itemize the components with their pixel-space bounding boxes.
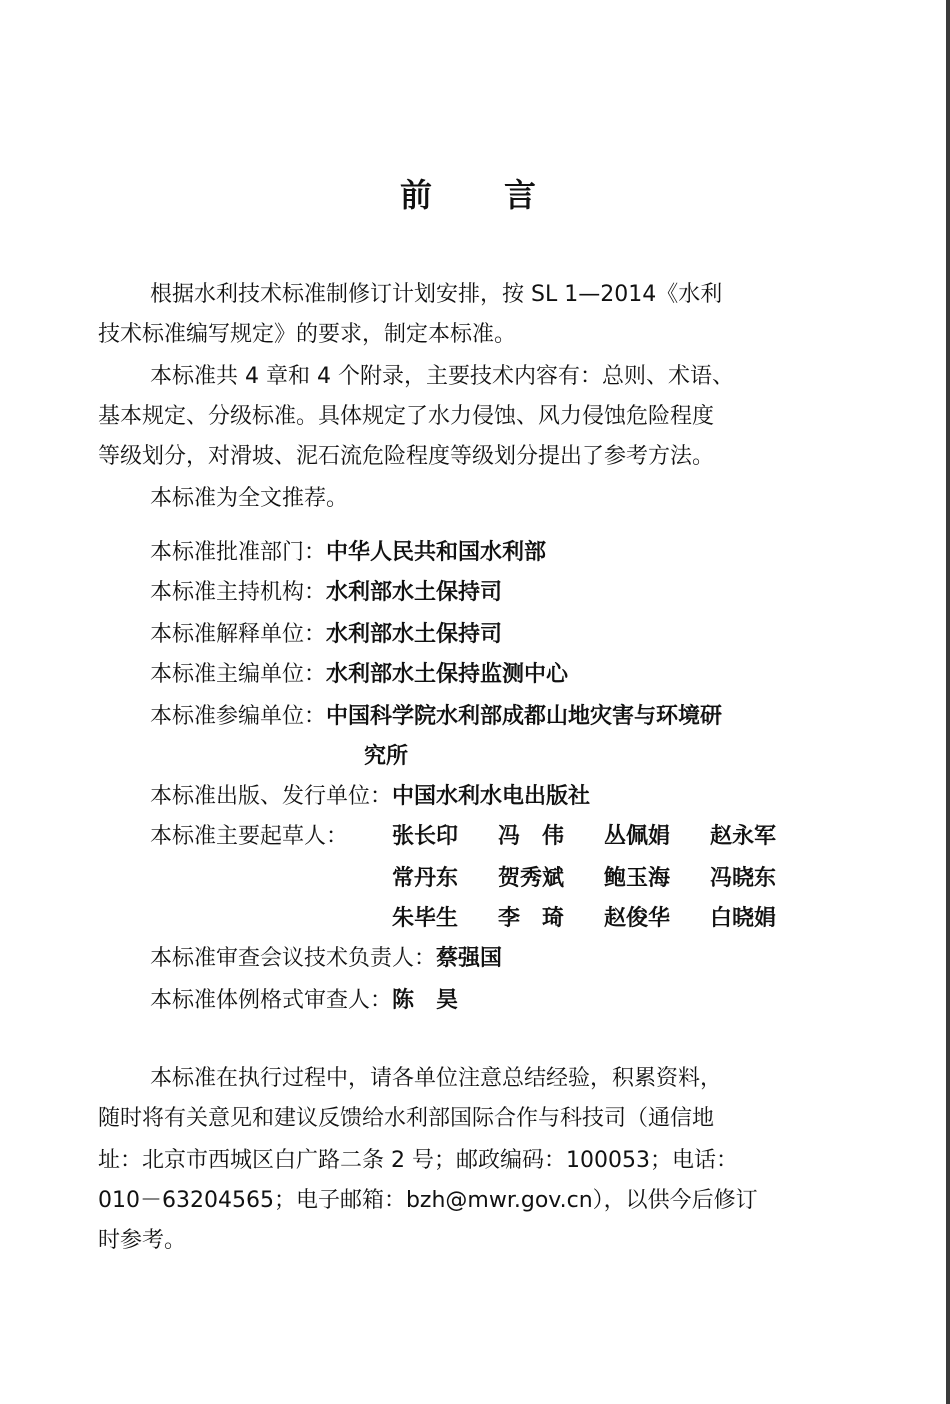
co-editor-value: 中国科学院水利部成都山地灾害与环境研 — [326, 704, 723, 729]
page-title — [400, 170, 536, 216]
interpret-row — [150, 620, 502, 650]
co-editor-label: 本标准参编单位： — [150, 704, 327, 729]
host-label: 本标准主持机构： — [150, 580, 327, 605]
review-lead-value: 蔡强国 — [436, 946, 503, 971]
drafter-name: 丛佩娟 — [604, 824, 671, 849]
drafter-name: 冯晓东 — [710, 866, 777, 891]
review-lead-row — [150, 944, 502, 974]
intro-p2-line3: 等级划分，对滑坡、泥石流危险程度等级划分提出了参考方法。 — [98, 444, 715, 469]
chief-editor-row — [150, 660, 568, 690]
title-char-1: 前 — [400, 176, 433, 214]
intro-p1-line2: 技术标准编写规定》的要求，制定本标准。 — [98, 322, 517, 347]
intro-p1-line1: 根据水利技术标准制修订计划安排，按 SL 1—2014《水利 — [150, 282, 723, 307]
drafter-name: 冯 伟 — [498, 824, 565, 849]
host-value: 水利部水土保持司 — [326, 580, 503, 605]
drafter-name: 鲍玉海 — [604, 866, 671, 891]
chief-editor-label: 本标准主编单位： — [150, 662, 327, 687]
approver-value: 中华人民共和国水利部 — [326, 540, 547, 565]
co-editor-row — [150, 702, 722, 732]
closing-line4: 010－63204565；电子邮箱：bzh@mwr.gov.cn），以供今后修订 — [98, 1188, 758, 1213]
review-lead-label: 本标准审查会议技术负责人： — [150, 946, 437, 971]
interpret-value: 水利部水土保持司 — [326, 622, 503, 647]
chief-editor-value: 水利部水土保持监测中心 — [326, 662, 569, 687]
closing-line1: 本标准在执行过程中，请各单位注意总结经验，积累资料， — [150, 1066, 723, 1091]
publisher-row — [150, 782, 590, 812]
approver-label: 本标准批准部门： — [150, 540, 327, 565]
drafter-name: 张长印 — [392, 824, 459, 849]
drafter-name: 赵永军 — [710, 824, 777, 849]
intro-p2-line1: 本标准共 4 章和 4 个附录，主要技术内容有：总则、术语、 — [150, 364, 734, 389]
drafters-label: 本标准主要起草人： — [150, 824, 349, 849]
approver-row — [150, 538, 546, 568]
drafter-name: 赵俊华 — [604, 906, 671, 931]
publisher-value: 中国水利水电出版社 — [392, 784, 591, 809]
host-row — [150, 578, 502, 608]
format-reviewer-label: 本标准体例格式审查人： — [150, 988, 393, 1013]
interpret-label: 本标准解释单位： — [150, 622, 327, 647]
closing-line5: 时参考。 — [98, 1228, 187, 1253]
intro-p2-line2: 基本规定、分级标准。具体规定了水力侵蚀、风力侵蚀危险程度 — [98, 404, 715, 429]
drafter-name: 贺秀斌 — [498, 866, 565, 891]
title-char-2: 言 — [504, 176, 537, 214]
intro-p3-line1: 本标准为全文推荐。 — [150, 486, 349, 511]
format-reviewer-value: 陈 昊 — [392, 988, 459, 1013]
format-reviewer-row — [150, 986, 458, 1016]
drafter-name: 朱毕生 — [392, 906, 459, 931]
drafter-name: 李 琦 — [498, 906, 565, 931]
closing-line3: 址：北京市西城区白广路二条 2 号；邮政编码：100053；电话： — [98, 1148, 738, 1173]
publisher-label: 本标准出版、发行单位： — [150, 784, 393, 809]
drafter-name: 白晓娟 — [710, 906, 777, 931]
page-edge — [946, 0, 950, 1404]
closing-line2: 随时将有关意见和建议反馈给水利部国际合作与科技司（通信地 — [98, 1106, 715, 1131]
drafter-name: 常丹东 — [392, 866, 459, 891]
co-editor-value-cont: 究所 — [364, 744, 409, 769]
